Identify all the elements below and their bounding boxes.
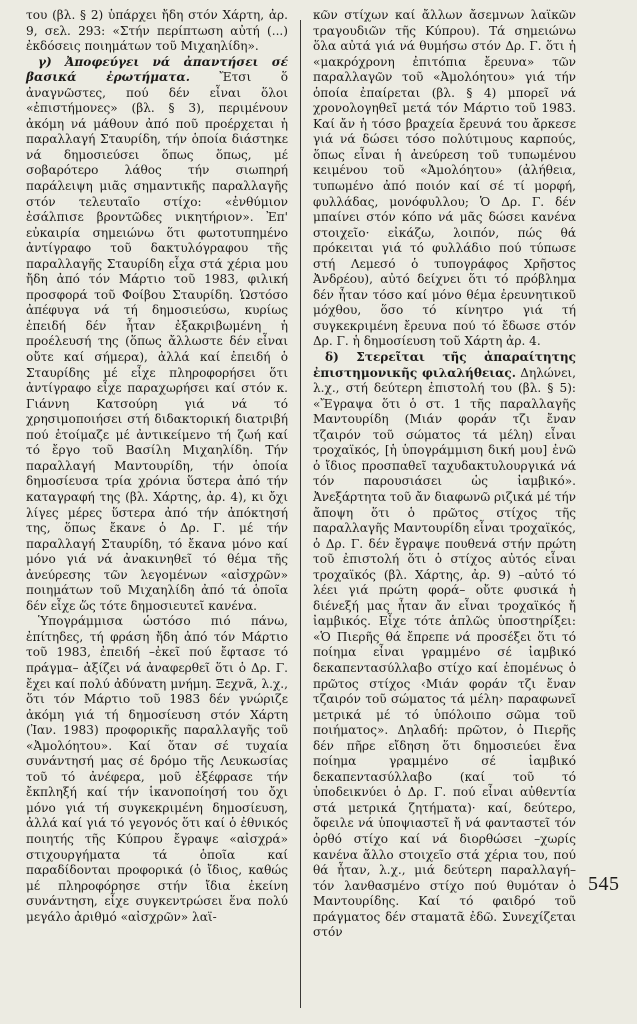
section-body-d: Δηλώνει, λ.χ., στή δεύτερη ἐπιστολή του (βλ. § 5): «Ἔγραψα ὅτι ὁ στ. 1 τῆς παραλλαγῆς Μαντουρίδη (Μιάν φοράν τζι ἔναν τζαιρόν τοῦ σώματος τά μέλη) εἶναι τροχαϊκός, [ἡ ὑπογράμμιση δική μου] ἐνῶ ὁ ἴδιος προσπαθεῖ ταχυδακτυλουργικά νά τόν παρουσιάσει ὡς ἰαμβικό». Ἀνεξάρτητα τοῦ ἄν διαφωνῶ ριζικά μέ τήν ἄποψη ὅτι ὁ πρῶτος στίχος τῆς παραλλαγῆς Μαντουρίδη εἶναι τροχαϊκός, ὁ Δρ. Γ. δέν ἔγραψε πουθενά στήν πρώτη τοῦ ἐπιστολή ὅτι ὁ στίχος αὐτός εἶναι τροχαϊκός (βλ. Χάρτης, ἀρ. 9) –αὐτό τό λέει γιά πρώτη φορά– οὔτε φυσικά ἡ διένεξή μας ἦταν ἄν εἶναι τροχαϊκός ἤ ἰαμβικός. Εἶχε τότε ἁπλῶς ὑποστηρίξει: «Ὁ Πιερῆς θά ἔπρεπε νά προσέξει ὅτι τό ποίημα εἶναι γραμμένο σέ ἰαμβικό δεκαπεντασύλλαβο στίχο καί ἑπομένως ὁ πρῶτος στίχος ‹Μιάν φοράν τζι ἔναν τζαιρόν τοῦ σώματος τά μέλη› παραφωνεῖ μετρικά μέ τό ὑπόλοιπο σῶμα τοῦ ποιήματος». Δηλαδή: πρῶτον, ὁ Πιερῆς δέν πῆρε εἴδηση ὅτι δημοσιεύει ἕνα ποίημα γραμμένο σέ ἰαμβικό δεκαπεντασύλλαβο (καί τοῦ τό ὑποδεικνύει ὁ Δρ. Γ. πού εἶναι αὐθεντία στά μετρικά ζητήματα)· καί, δεύτερο, ὄφειλε νά ὑποψιαστεῖ ἤ νά φανταστεῖ τόν ὀρθό στίχο καί νά διορθώσει –χωρίς κανένα ἄλλο στοιχεῖο στά χέρια του, πού θά ἦταν, λ.χ., μιά δεύτερη παραλλαγή– τόν λανθασμένο στίχο πού θυμόταν ὁ Μαντουρίδης. Καί τό φαιδρό τοῦ πράγματος δέν σταματᾶ ἐδῶ. Συνεχίζεται στόν [313, 365, 577, 940]
section-heading-d: δ) Στερεῖται τῆς ἀπαραίτητης ἐπιστημονικῆς φιλαλήθειας. [313, 350, 576, 380]
section-heading-c: γ) Ἀποφεύγει νά ἀπαντήσει σέ βασικά ἐρωτήματα. [26, 54, 288, 85]
right-text-column [313, 8, 576, 941]
paragraph: Ὑπογράμμισα ὡστόσο πιό πάνω, ἐπίτηδες, τή φράση ἤδη ἀπό τόν Μάρτιο τοῦ 1983, ἐπειδή –ἐκεῖ πού ἔφτασε τό πράγμα– ἀξίζει νά ἀναφερθεῖ ὅτι ὁ Δρ. Γ. ἔχει καί πολύ ἀδύνατη μνήμη. Ξεχνᾶ, λ.χ., ὅτι τόν Μάρτιο τοῦ 1983 δέν γνώριζε ἀκόμη γιά τή δημοσίευση στόν Χάρτη (Ἰαν. 1983) προφορικῆς παραλλαγῆς τοῦ «Ἀμολόητου». Καί ὅταν σέ τυχαία συνάντησή μας σέ δρόμο τῆς Λευκωσίας τοῦ τό ἀνέφερα, μοῦ ἐξέφρασε τήν ἔκπληξή καί τήν ἱκανοποίησή του ὄχι μόνο γιά τή συγκεκριμένη δημοσίευση, ἀλλά καί γιά τό γεγονός ὅτι καί ὁ ἐθνικός ποιητής τῆς Κύπρου ἔγραψε «αἰσχρά» στιχουργήματα τά ὁποῖα καί παραδίδονται προφορικά (ὁ ἴδιος, καθώς μέ πληροφόρησε στήν ἴδια ἐκείνη συνάντηση, εἶχε συγκεντρώσει ἕνα πολύ μεγάλο ἀριθμό «αἰσχρῶν» λαϊ- [26, 614, 288, 924]
left-text-column [26, 8, 288, 925]
page-number: 545 [588, 873, 620, 895]
paragraph: του (βλ. § 2) ὑπάρχει ἤδη στόν Χάρτη, ἀρ. 9, σελ. 293: «Στήν περίπτωση αὐτή (...) ἐκδόσεις ποιημάτων τοῦ Μιχαηλίδη». [26, 8, 288, 54]
column-divider [300, 20, 301, 1008]
section-paragraph-d [313, 350, 576, 941]
section-body-c: Ἔτσι ὅ ἀναγνῶστες, πού δέν εἶναι ὅλοι «ἐπιστήμονες» (βλ. § 3), περιμένουν ἀκόμη νά μάθουν ἀπό ποῦ προέρχεται ἡ παραλλαγή Σταυρίδη, τήν ὁποία διάστηκε νά δημοσιεύσει ὅπως ὅπως, μέ σοβαρότερο λάθος τήν σιωπηρή παράλειψη μιᾶς σημαντικῆς παραλλαγῆς στόν τελευταῖο στίχο: «ἐνθύμιον ἐσάλπισε βροντῶδες νικητήριον». Ἐπ' εὐκαιρία σημειώνω ὅτι φωτοτυπημένο ἀντίγραφο τοῦ δακτυλόγραφου τῆς παραλλαγῆς Σταυρίδη εἶχα στά χέρια μου ἤδη ἀπό τόν Μάρτιο τοῦ 1983, φιλική προσφορά τοῦ Φοίβου Σταυρίδη. Ὡστόσο ἀπέφυγα νά τή δημοσιεύσω, κυρίως ἐπειδή δέν ἦταν ἐξακριβωμένη ἡ προέλευσή της (ὅπως ἄλλωστε δέν εἶναι οὔτε καί σήμερα), ἀλλά καί ἐπειδή ὁ Σταυρίδης μέ εἶχε πληροφορήσει ὅτι ἀντίγραφο εἶχε παραχωρήσει καί στόν κ. Γιάννη Κατσούρη γιά νά τό χρησιμοποιήσει στή διδακτορική διατριβή πού ἑτοίμαζε μέ ἀντικείμενο τή ζωή καί τό ἔργο τοῦ Βασίλη Μιχαηλίδη. Τήν παραλλαγή Μαντουρίδη, τήν ὁποία δημοσίευσα τρία χρόνια ὕστερα ἀπό τήν καταγραφή της (βλ. Χάρτης, ἀρ. 4), κι ὄχι λίγες μέρες ὕστερα ἀπό τήν ἀπόκτησή της, ὅπως ἔκανε ὁ Δρ. Γ. μέ τήν παραλλαγή Σταυρίδη, τό ἔκανα μόνο καί μόνο γιά νά ἀνακινηθεῖ τό θέμα τῆς ἀνεύρεσης τῶν λεγομένων «αἰσχρῶν» ποιημάτων τοῦ Μιχαηλίδη ἀπό τά ὁποῖα δέν εἶχε ὥς τότε δημοσιευτεῖ κανένα. [26, 70, 289, 613]
section-paragraph-c [26, 55, 288, 615]
paragraph: κῶν στίχων καί ἄλλων ἄσεμνων λαϊκῶν τραγουδιῶν τῆς Κύπρου). Τά σημειώνω ὅλα αὐτά γιά νά θυμήσω στόν Δρ. Γ. ὅτι ἡ «μακρόχρονη ἐπιτόπια ἔρευνα» τῶν παραλλαγῶν τοῦ «Ἀμολόητου» γιά τήν ὁποία ἐπαίρεται (βλ. § 4) μπορεῖ νά χρονολογηθεῖ μετά τόν Μάρτιο τοῦ 1983. Καί ἄν ἡ τόσο βραχεία ἔρευνά του ἄρκεσε γιά νά δώσει τόσο πολύτιμους καρπούς, ὅπως εἶναι ἡ ἀνεύρεση τοῦ τυπωμένου κειμένου τοῦ «Ἀμολόητου» (ἀλήθεια, τυπωμένο ἀπό ποιόν καί σέ τί μορφή, φυλλάδας, μονόφυλλου; Ὁ Δρ. Γ. δέν μπαίνει στόν κόπο νά μᾶς δώσει κανένα στοιχεῖο· εἰκάζω, λοιπόν, πώς θά πρόκειται γιά τό φυλλάδιο πού τύπωσε στή Λεμεσό ὁ τυπογράφος Χρῆστος Ἀνδρέου), αὐτό δείχνει ὅτι τό πρόβλημα δέν ἦταν τόσο καί μόνο θέμα ἐρευνητικοῦ μόχθου, ὅσο τό κίνητρο γιά τή συγκεκριμένη ἔρευνα πού τό ἔδωσε στόν Δρ. Γ. ἡ δημοσίευση τοῦ Χάρτη ἀρ. 4. [313, 8, 576, 349]
